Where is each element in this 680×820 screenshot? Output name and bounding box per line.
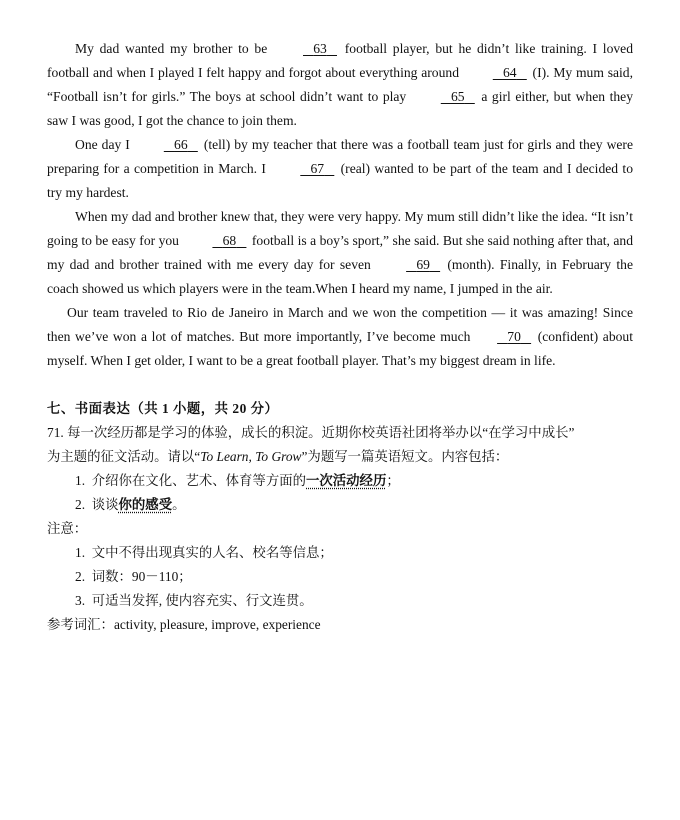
essay-title: To Learn, To Grow xyxy=(200,449,302,464)
writing-section xyxy=(47,397,647,637)
passage-text: One day I xyxy=(75,137,134,152)
passage-text: (I). My mum said, “Football isn’t for girls.” The boys at school didn’t want to play xyxy=(47,65,633,104)
passage-text: a girl either, but when they saw I was good, I got the chance to join them. xyxy=(47,89,633,128)
passage-text: (tell) by my teacher that there was a football team just for girls and they were preparing for a competition in March. I xyxy=(47,137,633,176)
blank-69: 69 xyxy=(416,257,430,272)
passage-paragraph-4 xyxy=(47,301,633,373)
passage-text: (confident) about myself. When I get older, I want to be a great football player. That’s my biggest dream in life. xyxy=(47,329,633,368)
blank-67: 67 xyxy=(310,161,325,176)
emphasis-feeling: 你的感受 xyxy=(118,497,173,512)
passage-text: football player, but he didn’t like training. I loved football and when I played I felt happy and forgot about everything around xyxy=(47,41,633,80)
reading-passage xyxy=(47,37,633,373)
blank-63: 63 xyxy=(313,41,327,56)
blank-65: 65 xyxy=(450,89,465,104)
question-71-line-1: 71. 每一次经历都是学习的体验，成长的积淀。近期你校英语社团将举办以“在学习中成长” xyxy=(47,425,575,440)
question-71-line-2: 为主题的征文活动。请以“To Learn, To Grow”为题写一篇英语短文。内容包括： xyxy=(47,449,509,464)
note-1: 1. 文中不得出现真实的人名、校名等信息； xyxy=(75,545,333,560)
dash-blank: — xyxy=(491,305,506,320)
section-heading: 七、书面表达（共 1 小题，共 20 分） xyxy=(47,401,279,416)
passage-paragraph-3 xyxy=(47,205,633,301)
reference-vocabulary: 参考词汇：activity, pleasure, improve, experience xyxy=(47,617,321,632)
passage-text: Our team traveled to Rio de Janeiro in March and we won the competition xyxy=(67,305,492,320)
blank-70: 70 xyxy=(507,329,521,344)
content-item-1: 1. 介绍你在文化、艺术、体育等方面的一次活动经历； xyxy=(75,473,400,488)
passage-text: (real) wanted to be part of the team and I decided to try my hardest. xyxy=(47,161,633,200)
passage-text: football is a boy’s sport,” she said. But she said nothing after that, and my dad and brother trained with me every day for seven xyxy=(47,233,633,272)
blank-68: 68 xyxy=(222,233,237,248)
blank-66: 66 xyxy=(174,137,188,152)
emphasis-activity: 一次活动经历 xyxy=(306,473,387,488)
passage-text: it was amazing! Since then we’ve won a lot of matches. But more importantly, I’ve become much xyxy=(47,305,633,344)
notes-label: 注意： xyxy=(47,521,88,536)
passage-text: (month). Finally, in February the coach showed us which players were in the team.When I heard my name, I jumped in the air. xyxy=(47,257,633,296)
blank-64: 64 xyxy=(502,65,517,80)
passage-paragraph-2 xyxy=(47,133,633,205)
passage-text: My dad wanted my brother to be xyxy=(75,41,273,56)
passage-text: When my dad and brother knew that, they were very happy. My mum still didn’t like the idea. “It isn’t going to be easy for you xyxy=(47,209,633,248)
content-item-2: 2. 谈谈你的感受。 xyxy=(75,497,186,512)
passage-paragraph-1 xyxy=(47,37,633,133)
note-3: 3. 可适当发挥, 使内容充实、行文连贯。 xyxy=(75,593,313,608)
note-2: 2. 词数：90－110； xyxy=(75,569,192,584)
